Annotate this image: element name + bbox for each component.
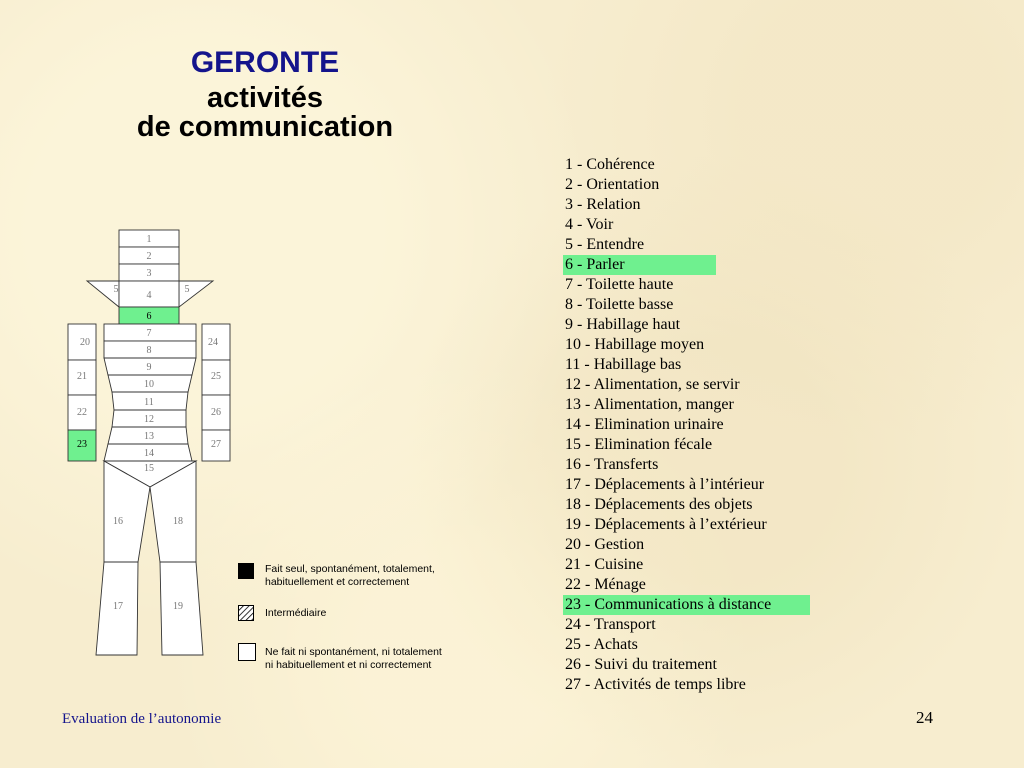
- label-19: 19: [173, 601, 183, 612]
- body-figure: [0, 0, 260, 700]
- label-27: 27: [211, 439, 221, 450]
- label-8: 8: [146, 345, 152, 356]
- label-22: 22: [77, 407, 87, 418]
- label-21: 21: [77, 371, 87, 382]
- legend-empty-line1: Ne fait ni spontanément, ni totalement: [265, 646, 442, 658]
- label-20: 20: [80, 337, 90, 348]
- list-item: 19 - Déplacements à l’extérieur: [565, 516, 767, 533]
- title-activites: activités: [206, 82, 324, 114]
- label-6: 6: [146, 311, 152, 322]
- label-3: 3: [146, 268, 152, 279]
- label-5-left: 5: [113, 284, 119, 295]
- title-geronte: GERONTE: [190, 46, 340, 79]
- label-26: 26: [211, 407, 221, 418]
- list-item: 25 - Achats: [565, 636, 638, 653]
- list-item: 1 - Cohérence: [565, 156, 655, 173]
- list-item: 3 - Relation: [565, 196, 641, 213]
- list-item: 21 - Cuisine: [565, 556, 644, 573]
- label-5-right: 5: [184, 284, 190, 295]
- legend-hatched-label: Intermédiaire: [265, 607, 327, 619]
- list-item: 5 - Entendre: [565, 236, 645, 253]
- list-item: 6 - Parler: [563, 255, 716, 275]
- list-item: 13 - Alimentation, manger: [565, 396, 734, 413]
- list-item: 11 - Habillage bas: [565, 356, 682, 373]
- label-13: 13: [144, 431, 154, 442]
- label-2: 2: [146, 251, 152, 262]
- list-item: 24 - Transport: [565, 616, 656, 633]
- label-10: 10: [144, 379, 154, 390]
- label-24: 24: [208, 337, 218, 348]
- label-12: 12: [144, 414, 154, 425]
- list-item: 12 - Alimentation, se servir: [565, 376, 740, 393]
- legend-solid-line2: habituellement et correctement: [265, 576, 410, 588]
- list-item: 20 - Gestion: [565, 536, 645, 553]
- label-25: 25: [211, 371, 221, 382]
- title-communication: de communication: [136, 111, 394, 143]
- legend-hatched-swatch: [238, 605, 254, 621]
- activity-list: [563, 155, 810, 695]
- footer-title: Evaluation de l’autonomie: [62, 711, 222, 727]
- legend-solid-line1: Fait seul, spontanément, totalement,: [265, 563, 435, 575]
- label-1: 1: [146, 234, 152, 245]
- list-item: 8 - Toilette basse: [565, 296, 674, 313]
- list-item: 16 - Transferts: [565, 456, 659, 473]
- label-11: 11: [144, 397, 154, 408]
- label-17: 17: [113, 601, 123, 612]
- list-item: 22 - Ménage: [565, 576, 646, 593]
- list-item: 17 - Déplacements à l’intérieur: [565, 476, 765, 493]
- list-item: 10 - Habillage moyen: [565, 336, 705, 353]
- legend-solid-swatch: [238, 563, 254, 579]
- list-item: 7 - Toilette haute: [565, 276, 674, 293]
- list-item: 14 - Elimination urinaire: [565, 416, 724, 433]
- list-item: 23 - Communications à distance: [563, 595, 810, 615]
- label-9: 9: [146, 362, 152, 373]
- label-7: 7: [146, 328, 152, 339]
- label-18: 18: [173, 516, 183, 527]
- label-4: 4: [146, 290, 152, 301]
- page-number: 24: [916, 708, 933, 727]
- list-item: 26 - Suivi du traitement: [565, 656, 717, 673]
- legend-empty-swatch: [238, 643, 256, 661]
- list-item: 2 - Orientation: [565, 176, 660, 193]
- list-item: 27 - Activités de temps libre: [565, 676, 746, 693]
- label-23: 23: [77, 439, 87, 450]
- list-item: 9 - Habillage haut: [565, 316, 681, 333]
- label-16: 16: [113, 516, 123, 527]
- label-14: 14: [144, 448, 154, 459]
- list-item: 18 - Déplacements des objets: [565, 496, 753, 513]
- label-15: 15: [144, 463, 154, 474]
- list-item: 4 - Voir: [565, 216, 614, 233]
- legend-empty-line2: ni habituellement et ni correctement: [265, 659, 432, 671]
- list-item: 15 - Elimination fécale: [565, 436, 713, 453]
